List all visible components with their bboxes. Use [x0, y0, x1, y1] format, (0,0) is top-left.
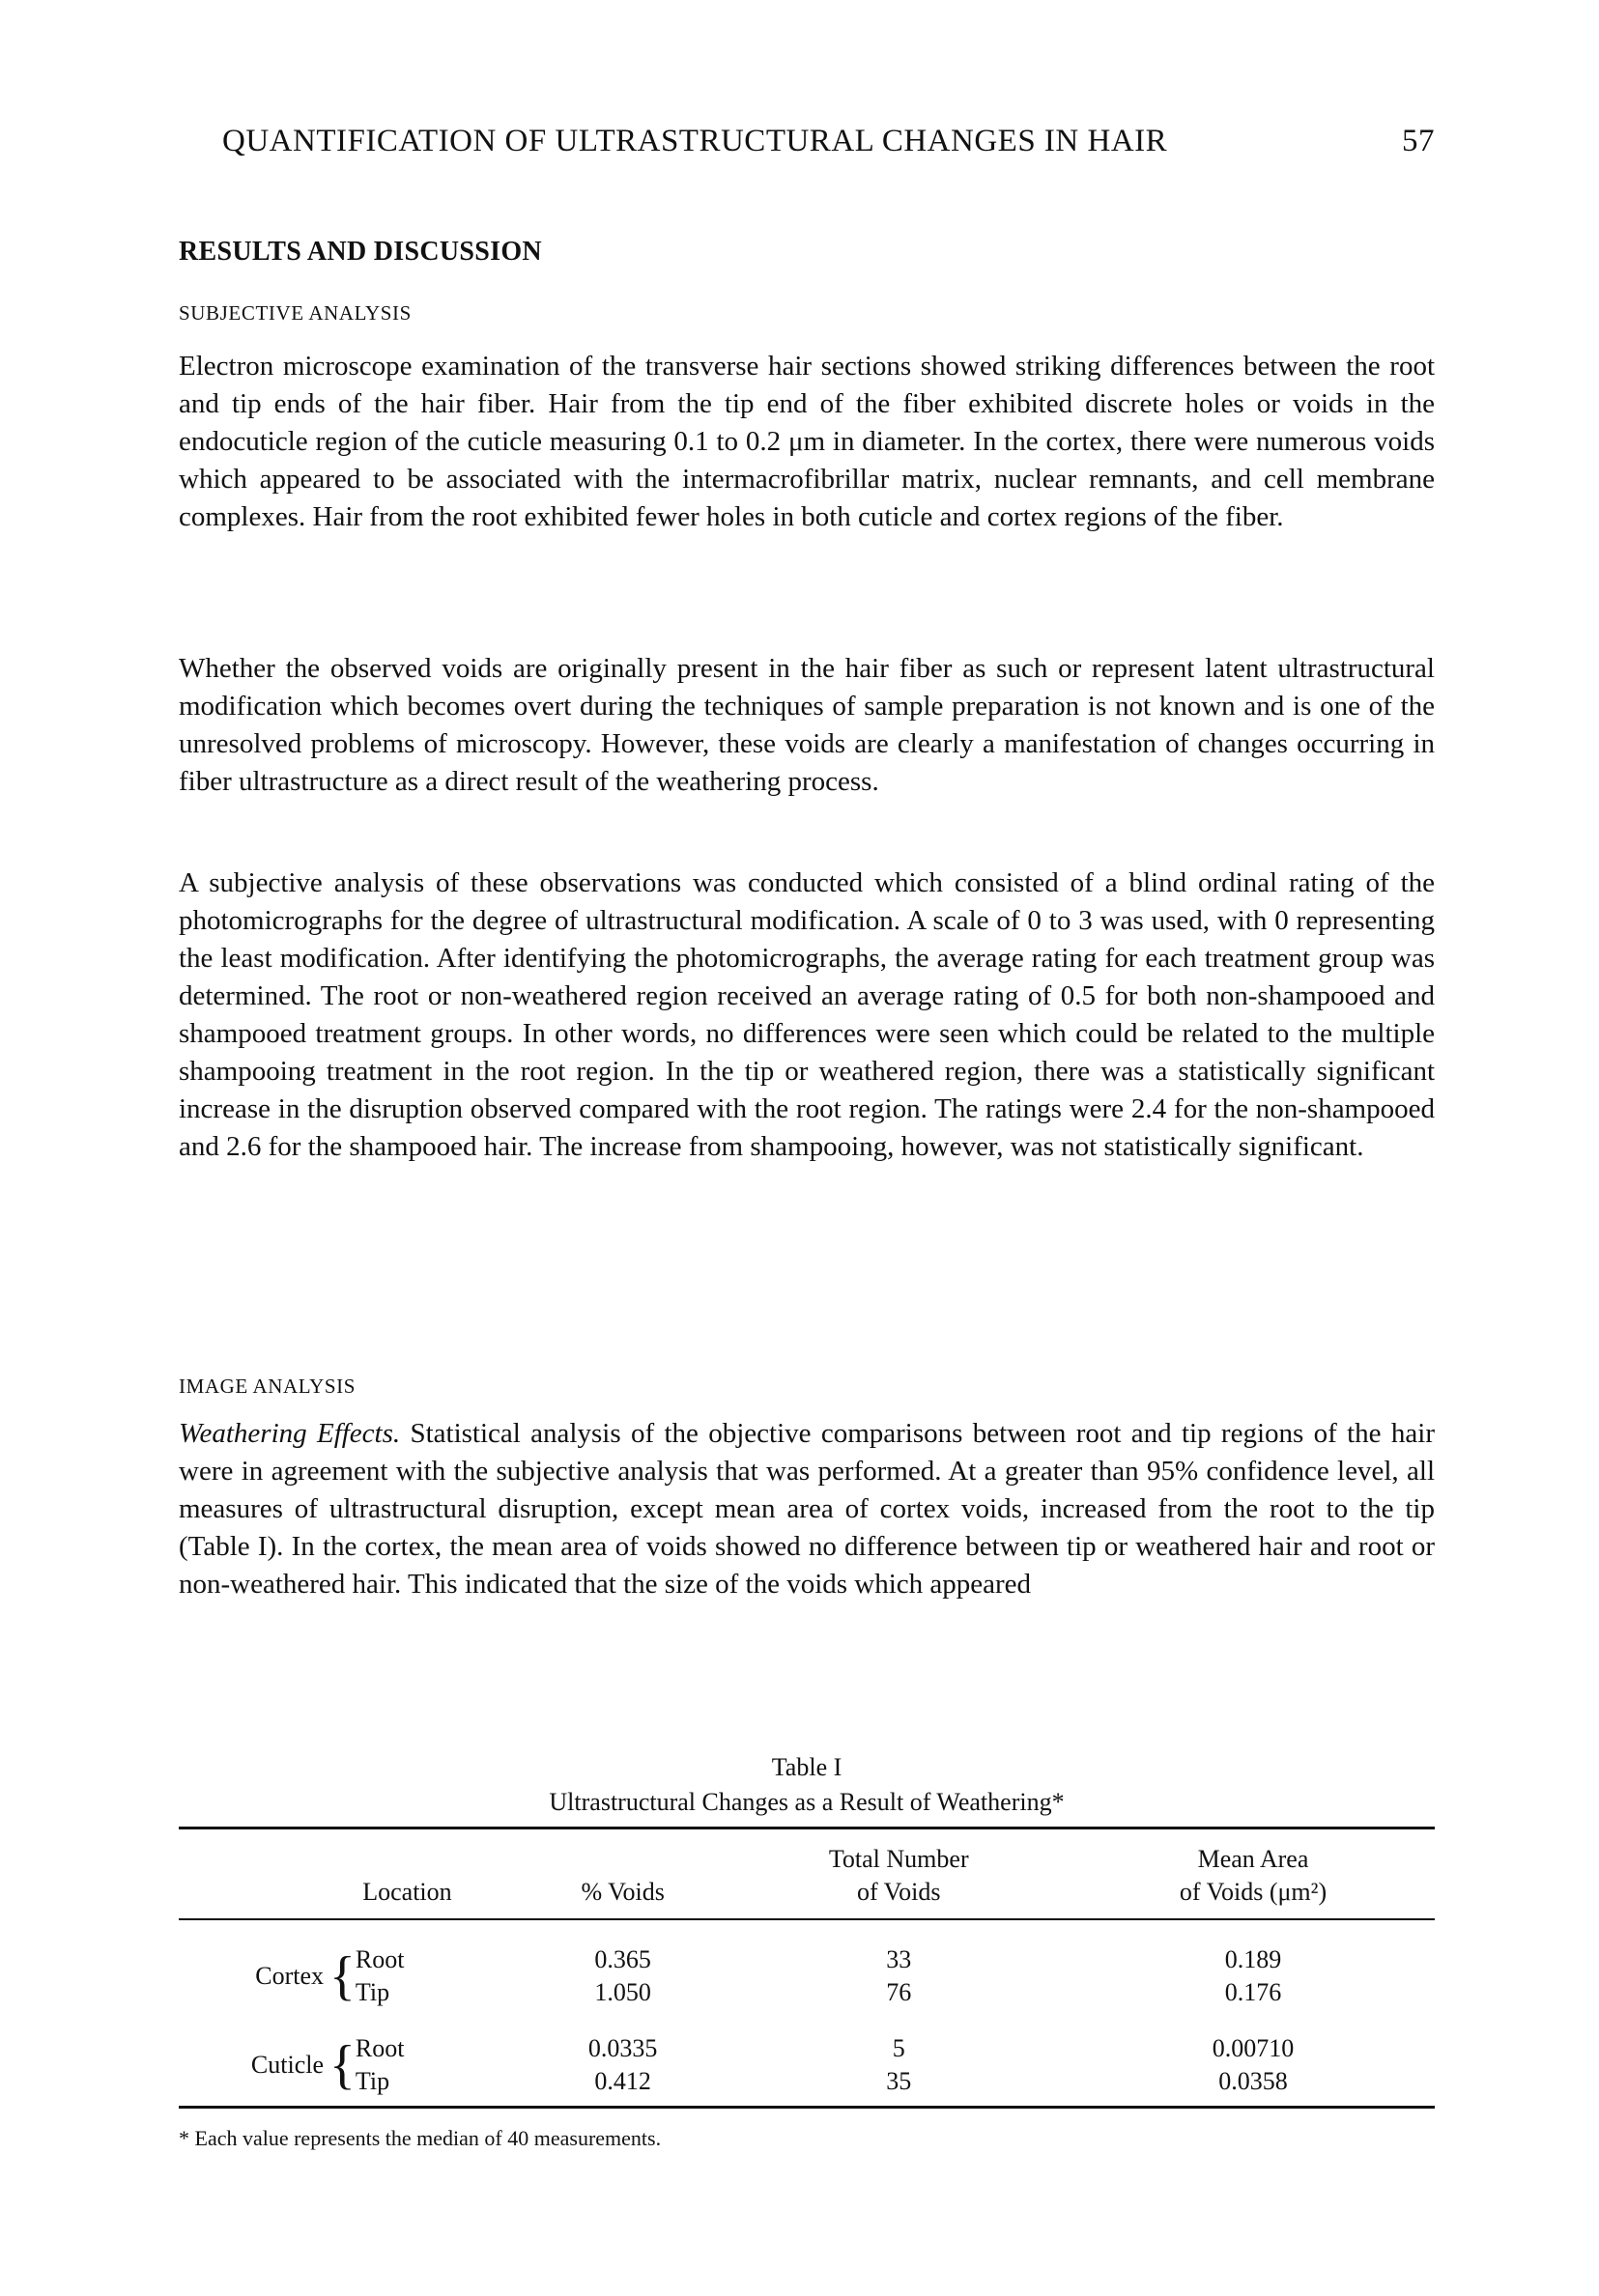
cell-pct-voids: 0.0335 — [587, 2034, 658, 2062]
cell-location: Tip — [355, 1978, 390, 2006]
paragraph-weathering — [179, 1415, 1435, 1603]
cell-pct-voids: 1.050 — [594, 1978, 651, 2006]
header-mean-area: Mean Area of Voids (μm²) — [1179, 1845, 1328, 1906]
cell-location: Tip — [355, 2067, 390, 2095]
brace-icon: { — [329, 2035, 356, 2095]
table-row — [179, 2065, 1435, 2098]
group-label-cortex: Cortex — [255, 1962, 324, 1990]
data-table — [179, 1829, 1435, 2098]
table-label: Table I — [771, 1753, 842, 1781]
table-header-row — [179, 1829, 1435, 1918]
subsection-heading-subjective: SUBJECTIVE ANALYSIS — [179, 301, 412, 325]
paragraph-weathering-text: Statistical analysis of the objective comparisons between root and tip regions of the hair were in agreement with the subjective analysis that was performed. At a greater than 95% confidence level, all measures of ultrastructural disruption, except mean area of cortex voids, increased from the root to the tip (Table I). In the cortex, the mean area of voids showed no difference between tip or weathered hair and root or non-weathered hair. This indicated that the size of the voids which appeared — [179, 1418, 1435, 1600]
paragraph-1: Electron microscope examination of the transverse hair sections showed striking differences between the root and tip ends of the hair fiber. Hair from the tip end of the fiber exhibited discrete holes or voids in the endocuticle region of the cuticle measuring 0.1 to 0.2 μm in diameter. In the cortex, there were numerous voids which appeared to be associated with the intermacrofibrillar matrix, nuclear remnants, and cell membrane complexes. Hair from the root exhibited fewer holes in both cuticle and cortex regions of the fiber. — [179, 351, 1435, 532]
table-bottom-rule — [179, 2106, 1435, 2109]
cell-pct-voids: 0.365 — [594, 1945, 651, 1973]
table-1 — [179, 1753, 1435, 2151]
header-pct-voids: % Voids — [581, 1878, 665, 1906]
cell-pct-voids: 0.412 — [594, 2067, 651, 2095]
header-total-number: Total Number of Voids — [828, 1845, 969, 1906]
cell-mean-area: 0.176 — [1224, 1978, 1282, 2006]
table-row — [179, 1976, 1435, 2009]
running-head-title: QUANTIFICATION OF ULTRASTRUCTURAL CHANGES IN HAIR — [222, 124, 1168, 158]
run-in-heading: Weathering Effects. — [179, 1418, 401, 1449]
cell-total-number: 35 — [886, 2067, 912, 2095]
cell-mean-area: 0.189 — [1224, 1945, 1282, 1973]
table-caption: Ultrastructural Changes as a Result of Weathering* — [549, 1788, 1065, 1816]
page-number: 57 — [1402, 124, 1435, 158]
group-label-cuticle: Cuticle — [250, 2051, 324, 2079]
table-footnote: * Each value represents the median of 40 measurements. — [179, 2126, 662, 2150]
cell-total-number: 5 — [892, 2034, 905, 2062]
table-row — [179, 1943, 1435, 1976]
table-row — [179, 2032, 1435, 2065]
section-heading: RESULTS AND DISCUSSION — [179, 237, 542, 267]
brace-icon: { — [329, 1946, 356, 2006]
subsection-heading-image-analysis: IMAGE ANALYSIS — [179, 1375, 357, 1398]
cell-location: Root — [355, 2034, 405, 2062]
paragraph-2: Whether the observed voids are originally present in the hair fiber as such or represent latent ultrastructural modification which becomes overt during the techniques of sample preparation is not known and is one of the unresolved problems of microscopy. However, these voids are clearly a manifestation of changes occurring in fiber ultrastructure as a direct result of the weathering process. — [179, 653, 1435, 797]
cell-mean-area: 0.00710 — [1212, 2034, 1295, 2062]
cell-total-number: 76 — [886, 1978, 912, 2006]
cell-location: Root — [355, 1945, 405, 1973]
paragraph-3: A subjective analysis of these observations was conducted which consisted of a blind ordinal rating of the photomicrographs for the degree of ultrastructural modification. A scale of 0 to 3 was used, with 0 representing the least modification. After identifying the photomicrographs, the average rating for each treatment group was determined. The root or non-weathered region received an average rating of 0.5 for both non-shampooed and shampooed treatment groups. In other words, no differences were seen which could be related to the multiple shampooing treatment in the root region. In the tip or weathered region, there was a statistically significant increase in the disruption observed compared with the root region. The ratings were 2.4 for the non-shampooed and 2.6 for the shampooed hair. The increase from shampooing, however, was not statistically significant. — [179, 867, 1435, 1162]
cell-mean-area: 0.0358 — [1218, 2067, 1288, 2095]
cell-total-number: 33 — [886, 1945, 912, 1973]
header-location: Location — [362, 1878, 452, 1906]
